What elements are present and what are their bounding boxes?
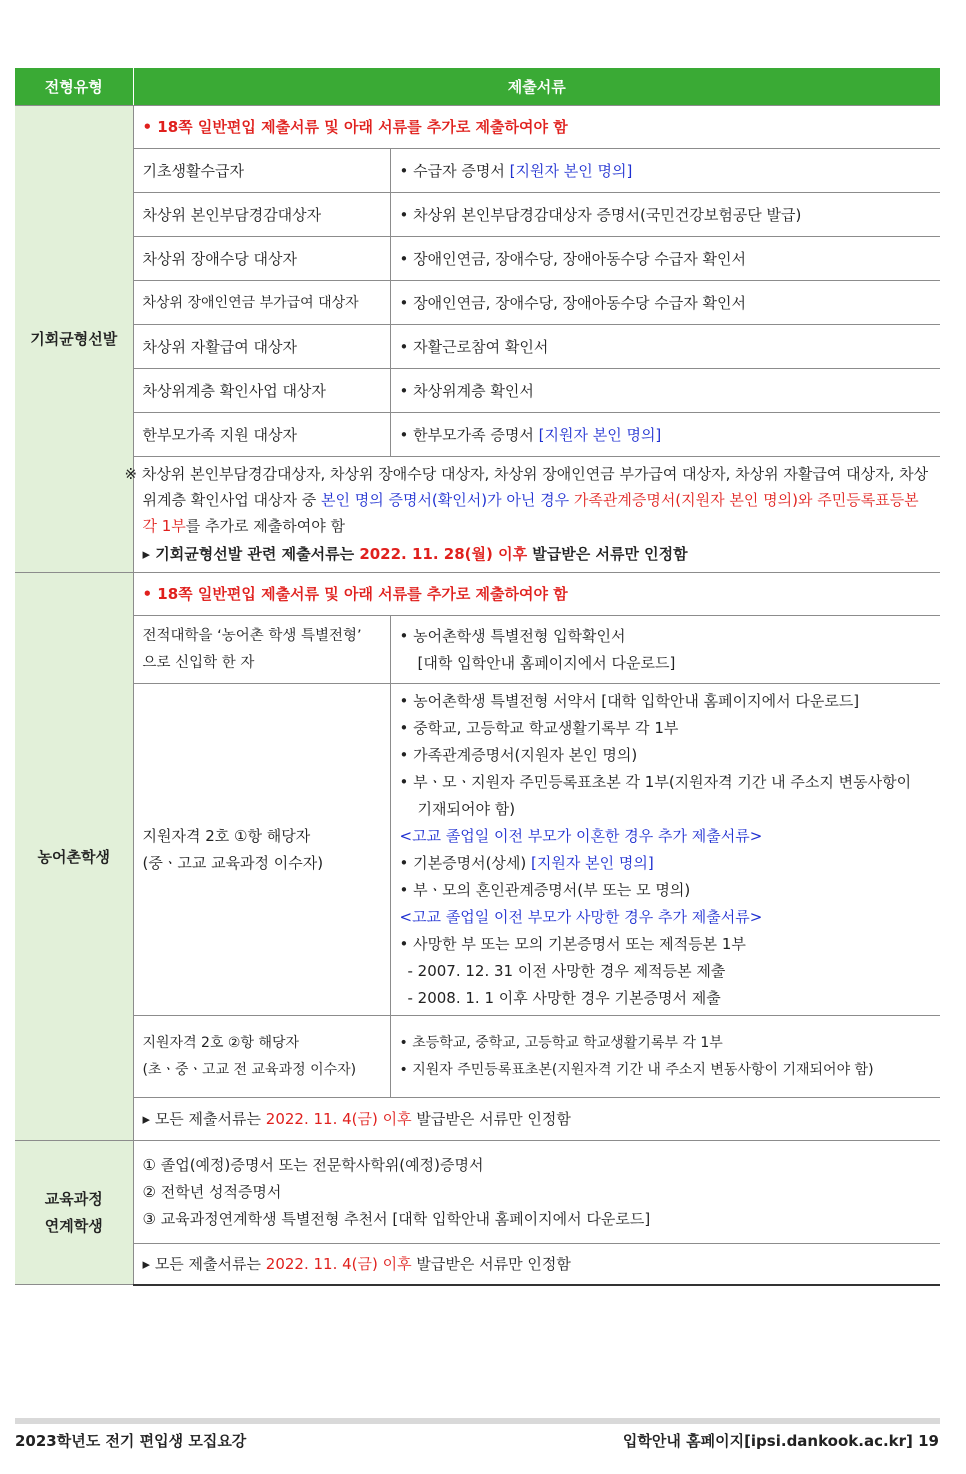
g2-r2-docs: • 농어촌학생 특별전형 서약서 [대학 입학안내 홈페이지에서 다운로드] • 중학교, 고등학교 학교생활기록부 각 1부 • 가족관계증명서(지원자 본인 명의) • 부ㆍ모ㆍ지원자 주민등록표초본 각 1부(지원자격 기간 내 주소지 변동사항이 기재되어야 함) <고교 졸업일 이전 부모가 이혼한 경우 추가 제출서류> • 기본증명서(상세) [지원자 본인 명의] • 부ㆍ모의 혼인관계증명서(부 또는 모 명의) <고교 졸업일 이전 부모가 사망한 경우 추가 제출서류> • 사망한 부 또는 모의 기본증명서 또는 제적등본 1부 - 2007. 12. 31 이전 사망한 경우 제적등본 제출 - 2008. 1. 1 이후 사망한 경우 기본증명서 제출: [390, 684, 940, 1016]
submission-docs-table: [15, 68, 940, 1286]
g2-final-note: ▸ 모든 제출서류는 2022. 11. 4(금) 이후 발급받은 서류만 인정함: [133, 1098, 940, 1141]
g1-remark: ※ 차상위 본인부담경감대상자, 차상위 장애수당 대상자, 차상위 장애인연금 부가급여 대상자, 차상위 자활급여 대상자, 차상위계층 확인사업 대상자 중 본인 명의 증명서(확인서)가 아닌 경우 가족관계증명서(지원자 본인 명의)와 주민등록표등본 각 1부를 추가로 제출하여야 함: [133, 457, 940, 541]
type-curriculum-link: 교육과정 연계학생: [15, 1141, 133, 1285]
g1-doc: • 수급자 증명서 [지원자 본인 명의]: [390, 149, 940, 193]
g2-r3-label: 지원자격 2호 ②항 해당자 (초ㆍ중ㆍ고교 전 교육과정 이수자): [133, 1016, 390, 1098]
g2-r3-docs: • 초등학교, 중학교, 고등학교 학교생활기록부 각 1부 • 지원자 주민등록표초본(지원자격 기간 내 주소지 변동사항이 기재되어야 함): [390, 1016, 940, 1098]
g1-label: 한부모가족 지원 대상자: [133, 413, 390, 457]
g1-final-note: ▸ 기회균형선발 관련 제출서류는 2022. 11. 28(월) 이후 발급받은 서류만 인정함: [133, 541, 940, 573]
type-farming-fishing: 농어촌학생: [15, 573, 133, 1141]
g1-doc: • 한부모가족 증명서 [지원자 본인 명의]: [390, 413, 940, 457]
g1-label: 차상위 본인부담경감대상자: [133, 193, 390, 237]
table-row: [15, 413, 940, 457]
col-header-docs: 제출서류: [133, 68, 940, 106]
footer-homepage-page: 입학안내 홈페이지[ipsi.dankook.ac.kr] 19: [622, 1432, 939, 1450]
table-row: [15, 1016, 940, 1098]
g3-docs: ① 졸업(예정)증명서 또는 전문학사학위(예정)증명서 ② 전학년 성적증명서 ③ 교육과정연계학생 특별전형 추천서 [대학 입학안내 홈페이지에서 다운로드]: [133, 1141, 940, 1244]
g1-doc: • 차상위계층 확인서: [390, 369, 940, 413]
type-opportunity-balance: 기회균형선발: [15, 106, 133, 573]
table-row: [15, 684, 940, 1016]
table-row: [15, 369, 940, 413]
table-row: [15, 325, 940, 369]
g1-label: 차상위 장애인연금 부가급여 대상자: [133, 281, 390, 325]
g2-note: • 18쪽 일반편입 제출서류 및 아래 서류를 추가로 제출하여야 함: [133, 573, 940, 616]
g1-doc: • 차상위 본인부담경감대상자 증명서(국민건강보험공단 발급): [390, 193, 940, 237]
g1-doc: • 자활근로참여 확인서: [390, 325, 940, 369]
g1-note: • 18쪽 일반편입 제출서류 및 아래 서류를 추가로 제출하여야 함: [133, 106, 940, 149]
g2-r2-label: 지원자격 2호 ①항 해당자 (중ㆍ고교 교육과정 이수자): [133, 684, 390, 1016]
table-row: [15, 149, 940, 193]
table-row: [15, 193, 940, 237]
g1-doc: • 장애인연금, 장애수당, 장애아동수당 수급자 확인서: [390, 237, 940, 281]
footer-divider: [15, 1418, 940, 1424]
g1-doc: • 장애인연금, 장애수당, 장애아동수당 수급자 확인서: [390, 281, 940, 325]
g3-final-note: ▸ 모든 제출서류는 2022. 11. 4(금) 이후 발급받은 서류만 인정함: [133, 1244, 940, 1285]
table-row: [15, 237, 940, 281]
g1-label: 차상위 자활급여 대상자: [133, 325, 390, 369]
g2-r1-label: 전적대학을 ‘농어촌 학생 특별전형’ 으로 신입학 한 자: [133, 616, 390, 684]
table-row: [15, 281, 940, 325]
col-header-type: 전형유형: [15, 68, 133, 106]
g2-r1-docs: • 농어촌학생 특별전형 입학확인서 [대학 입학안내 홈페이지에서 다운로드]: [390, 616, 940, 684]
g1-label: 차상위계층 확인사업 대상자: [133, 369, 390, 413]
g1-label: 차상위 장애수당 대상자: [133, 237, 390, 281]
table-row: [15, 616, 940, 684]
footer-title: 2023학년도 전기 편입생 모집요강: [15, 1432, 247, 1450]
g1-label: 기초생활수급자: [133, 149, 390, 193]
